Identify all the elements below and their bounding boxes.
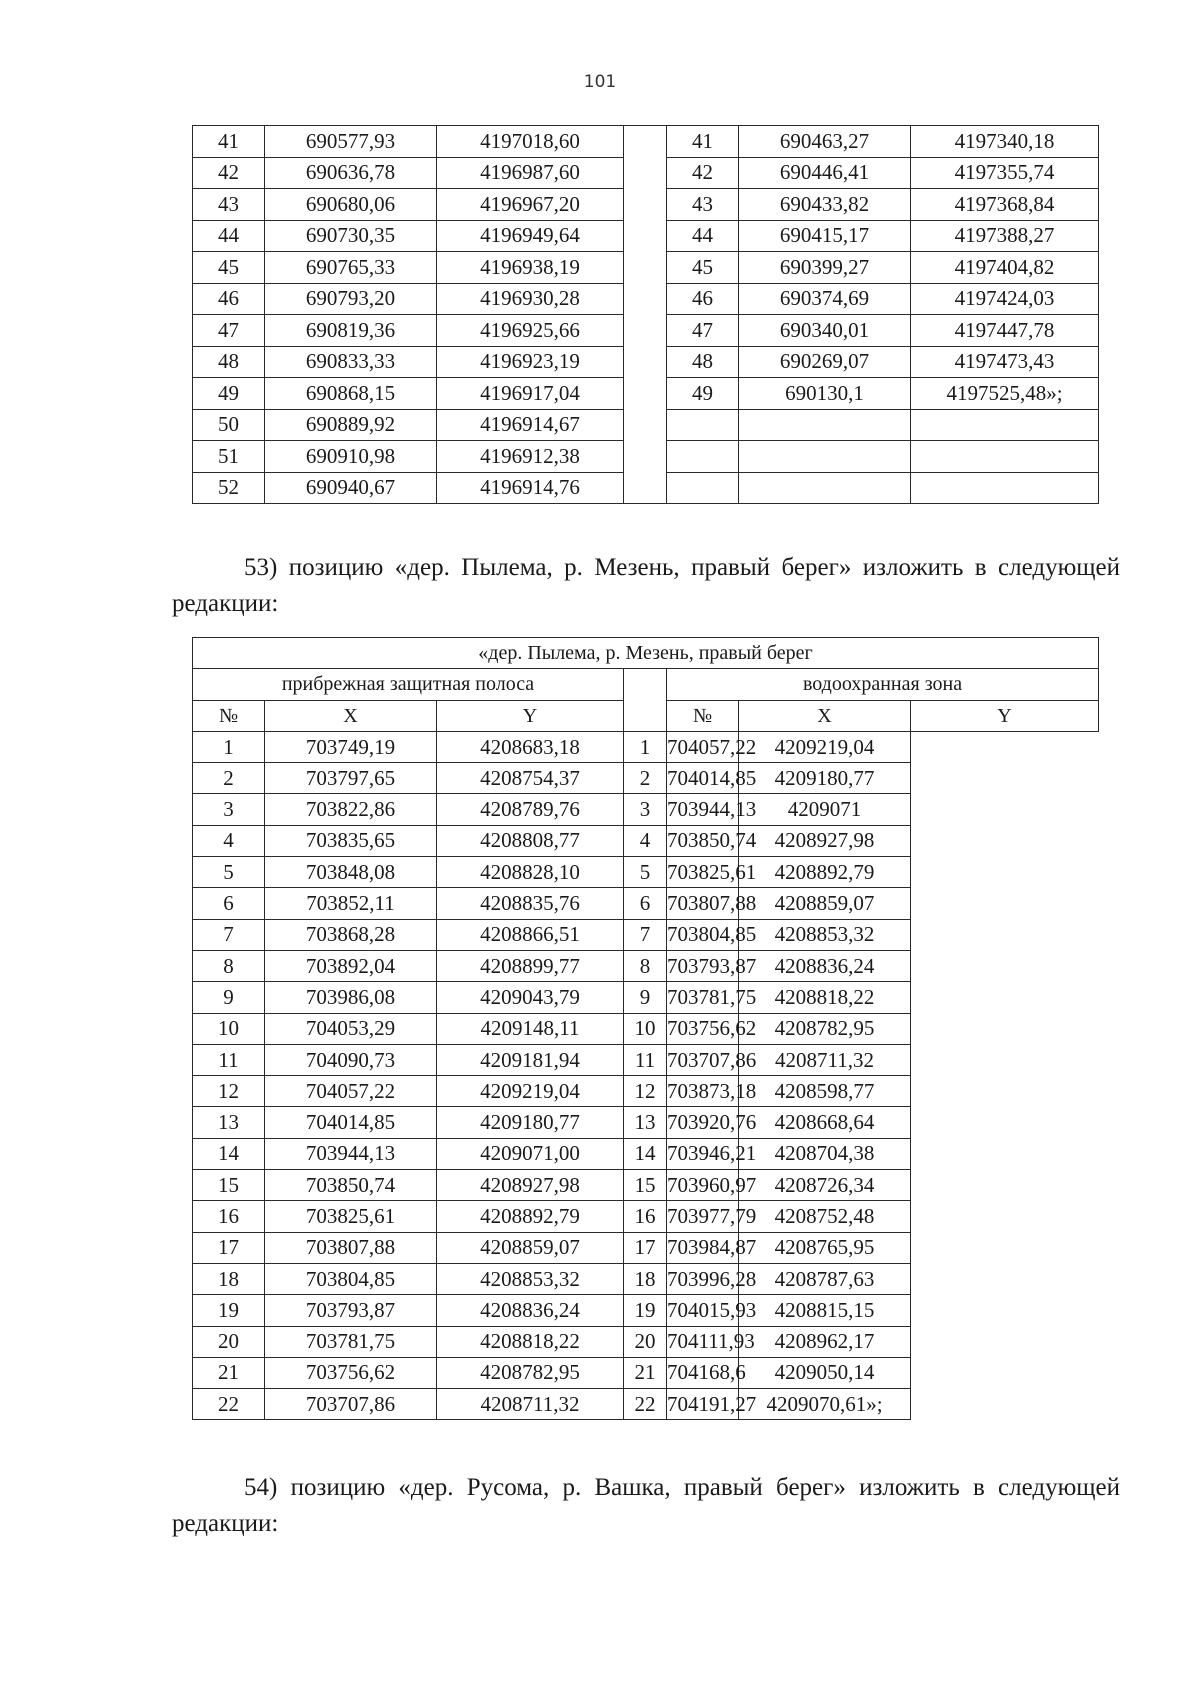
point-number: 14	[193, 1138, 265, 1169]
y-coordinate: 4196912,38	[437, 441, 624, 473]
x-coordinate: 703825,61	[667, 857, 739, 888]
y-coordinate: 4208892,79	[437, 1201, 624, 1232]
point-number: 42	[667, 157, 739, 189]
x-coordinate: 690577,93	[265, 126, 437, 158]
x-coordinate: 703781,75	[667, 982, 739, 1013]
column-gap	[624, 378, 667, 410]
x-coordinate: 703986,08	[265, 982, 437, 1013]
point-number: 18	[624, 1263, 667, 1294]
y-coordinate: 4208836,24	[739, 950, 911, 981]
point-number: 41	[193, 126, 265, 158]
point-number: 15	[193, 1170, 265, 1201]
table-row	[193, 1013, 1099, 1044]
table-row	[193, 441, 1099, 473]
x-coordinate: 703920,76	[667, 1107, 739, 1138]
y-coordinate: 4196930,28	[437, 283, 624, 315]
point-number: 16	[624, 1201, 667, 1232]
point-number: 4	[193, 825, 265, 856]
y-coordinate: 4208726,34	[739, 1170, 911, 1201]
y-coordinate: 4208789,76	[437, 794, 624, 825]
y-coordinate: 4209219,04	[437, 1076, 624, 1107]
table-caption-row	[193, 638, 1099, 669]
y-coordinate: 4208782,95	[739, 1013, 911, 1044]
table-row	[193, 1389, 1099, 1420]
point-number: 19	[193, 1295, 265, 1326]
table-row	[193, 126, 1099, 158]
point-number: 10	[193, 1013, 265, 1044]
point-number: 22	[624, 1389, 667, 1420]
point-number: 49	[193, 378, 265, 410]
y-coordinate: 4208853,32	[739, 919, 911, 950]
x-coordinate: 703793,87	[667, 950, 739, 981]
table-row	[193, 283, 1099, 315]
y-coordinate: 4208808,77	[437, 825, 624, 856]
y-coordinate: 4208853,32	[437, 1263, 624, 1294]
water-protection-zone-subtitle: водоохранная зона	[667, 669, 1099, 700]
x-coordinate: 703852,11	[265, 888, 437, 919]
point-number: 10	[624, 1013, 667, 1044]
x-coordinate: 703984,87	[667, 1232, 739, 1263]
point-number: 48	[667, 346, 739, 378]
y-coordinate: 4208818,22	[739, 982, 911, 1013]
page-number: 101	[583, 72, 617, 92]
table-row	[193, 346, 1099, 378]
y-coordinate: 4196914,76	[437, 472, 624, 504]
x-coordinate: 690868,15	[265, 378, 437, 410]
y-coordinate: 4209180,77	[739, 763, 911, 794]
x-coordinate: 703793,87	[265, 1295, 437, 1326]
x-coordinate: 690730,35	[265, 220, 437, 252]
x-coordinate: 690819,36	[265, 315, 437, 347]
column-gap	[624, 669, 667, 732]
y-coordinate: 4197368,84	[911, 189, 1099, 221]
y-coordinate: 4196967,20	[437, 189, 624, 221]
point-number: 45	[193, 252, 265, 284]
column-gap	[624, 126, 667, 158]
point-number	[667, 441, 739, 473]
point-number: 17	[624, 1232, 667, 1263]
column-gap	[624, 472, 667, 504]
y-coordinate: 4196923,19	[437, 346, 624, 378]
x-coordinate: 690833,33	[265, 346, 437, 378]
y-coordinate: 4208598,77	[739, 1076, 911, 1107]
point-number: 4	[624, 825, 667, 856]
point-number: 46	[667, 283, 739, 315]
column-gap	[624, 346, 667, 378]
point-number: 44	[193, 220, 265, 252]
y-coordinate: 4197473,43	[911, 346, 1099, 378]
point-number: 5	[193, 857, 265, 888]
y-coordinate: 4208927,98	[437, 1170, 624, 1201]
x-coordinate: 703707,86	[667, 1044, 739, 1075]
y-coordinate: 4208836,24	[437, 1295, 624, 1326]
x-coordinate: 703756,62	[667, 1013, 739, 1044]
y-coordinate: 4197018,60	[437, 126, 624, 158]
y-coordinate: 4209043,79	[437, 982, 624, 1013]
y-coordinate: 4208765,95	[739, 1232, 911, 1263]
table-row	[193, 950, 1099, 981]
table-row	[193, 794, 1099, 825]
point-number: 15	[624, 1170, 667, 1201]
x-coordinate: 703749,19	[265, 731, 437, 762]
x-coordinate: 704057,22	[265, 1076, 437, 1107]
x-coordinate: 703807,88	[265, 1232, 437, 1263]
x-coordinate	[739, 409, 911, 441]
point-number: 41	[667, 126, 739, 158]
table-row	[193, 472, 1099, 504]
point-number: 48	[193, 346, 265, 378]
point-number: 6	[193, 888, 265, 919]
table-row	[193, 315, 1099, 347]
column-gap	[624, 252, 667, 284]
table-row	[193, 919, 1099, 950]
x-coordinate: 703977,79	[667, 1201, 739, 1232]
column-gap	[624, 220, 667, 252]
point-number: 7	[624, 919, 667, 950]
y-coordinate: 4197447,78	[911, 315, 1099, 347]
point-number: 47	[667, 315, 739, 347]
y-coordinate: 4208754,37	[437, 763, 624, 794]
y-coordinate: 4208892,79	[739, 857, 911, 888]
x-coordinate: 703946,21	[667, 1138, 739, 1169]
y-coordinate: 4209071,00	[437, 1138, 624, 1169]
x-coordinate: 703944,13	[265, 1138, 437, 1169]
y-coordinate: 4196938,19	[437, 252, 624, 284]
x-coordinate: 703848,08	[265, 857, 437, 888]
y-coordinate: 4209050,14	[739, 1357, 911, 1388]
header-y: Y	[437, 700, 624, 731]
point-number: 3	[193, 794, 265, 825]
point-number: 50	[193, 409, 265, 441]
y-coordinate: 4196987,60	[437, 157, 624, 189]
y-coordinate: 4208899,77	[437, 950, 624, 981]
x-coordinate: 703807,88	[667, 888, 739, 919]
table-row	[193, 189, 1099, 221]
y-coordinate: 4208828,10	[437, 857, 624, 888]
point-number: 13	[624, 1107, 667, 1138]
table-row	[193, 857, 1099, 888]
x-coordinate: 690340,01	[739, 315, 911, 347]
point-number: 17	[193, 1232, 265, 1263]
x-coordinate: 703804,85	[265, 1263, 437, 1294]
point-number: 12	[193, 1076, 265, 1107]
x-coordinate: 703892,04	[265, 950, 437, 981]
x-coordinate	[739, 441, 911, 473]
y-coordinate: 4197388,27	[911, 220, 1099, 252]
x-coordinate: 704090,73	[265, 1044, 437, 1075]
point-number: 43	[193, 189, 265, 221]
point-number: 42	[193, 157, 265, 189]
x-coordinate: 703996,28	[667, 1263, 739, 1294]
table-row	[193, 731, 1099, 762]
y-coordinate: 4197404,82	[911, 252, 1099, 284]
y-coordinate: 4208866,51	[437, 919, 624, 950]
point-number: 22	[193, 1389, 265, 1420]
point-number: 44	[667, 220, 739, 252]
table-subtitle-row	[193, 669, 1099, 700]
y-coordinate: 4208711,32	[739, 1044, 911, 1075]
y-coordinate: 4208835,76	[437, 888, 624, 919]
x-coordinate: 703804,85	[667, 919, 739, 950]
x-coordinate: 690793,20	[265, 283, 437, 315]
y-coordinate: 4208704,38	[739, 1138, 911, 1169]
point-number	[667, 472, 739, 504]
point-number: 11	[624, 1044, 667, 1075]
x-coordinate: 690446,41	[739, 157, 911, 189]
y-coordinate: 4208683,18	[437, 731, 624, 762]
x-coordinate: 703850,74	[667, 825, 739, 856]
x-coordinate: 704191,27	[667, 1389, 739, 1420]
table-row	[193, 1201, 1099, 1232]
table-row	[193, 1076, 1099, 1107]
table-row	[193, 888, 1099, 919]
table-row	[193, 157, 1099, 189]
point-number: 1	[193, 731, 265, 762]
table-row	[193, 1044, 1099, 1075]
x-coordinate: 703850,74	[265, 1170, 437, 1201]
y-coordinate	[911, 472, 1099, 504]
table-row	[193, 1357, 1099, 1388]
point-number: 19	[624, 1295, 667, 1326]
point-number: 18	[193, 1263, 265, 1294]
table-caption: «дер. Пылема, р. Мезень, правый берег	[193, 638, 1099, 669]
point-number: 20	[624, 1326, 667, 1357]
y-coordinate: 4196925,66	[437, 315, 624, 347]
x-coordinate: 704014,85	[265, 1107, 437, 1138]
point-number: 5	[624, 857, 667, 888]
x-coordinate: 703944,13	[667, 794, 739, 825]
header-number: №	[193, 700, 265, 731]
y-coordinate	[911, 441, 1099, 473]
x-coordinate: 690636,78	[265, 157, 437, 189]
point-number: 8	[193, 950, 265, 981]
paragraph-54: 54) позицию «дер. Русома, р. Вашка, правый берег» изложить в следующей редакции:	[172, 1474, 1120, 1537]
point-number: 21	[193, 1357, 265, 1388]
x-coordinate: 690680,06	[265, 189, 437, 221]
point-number: 13	[193, 1107, 265, 1138]
point-number: 14	[624, 1138, 667, 1169]
x-coordinate: 703707,86	[265, 1389, 437, 1420]
point-number: 8	[624, 950, 667, 981]
x-coordinate: 704015,93	[667, 1295, 739, 1326]
table-row	[193, 825, 1099, 856]
column-gap	[624, 315, 667, 347]
table-row	[193, 1263, 1099, 1294]
x-coordinate: 690889,92	[265, 409, 437, 441]
x-coordinate: 690399,27	[739, 252, 911, 284]
y-coordinate	[911, 409, 1099, 441]
table-row	[193, 1138, 1099, 1169]
column-gap	[624, 157, 667, 189]
y-coordinate: 4208815,15	[739, 1295, 911, 1326]
x-coordinate: 690130,1	[739, 378, 911, 410]
y-coordinate: 4208711,32	[437, 1389, 624, 1420]
table-row	[193, 763, 1099, 794]
header-y: Y	[911, 700, 1099, 731]
point-number: 43	[667, 189, 739, 221]
column-gap	[624, 189, 667, 221]
y-coordinate: 4209219,04	[739, 731, 911, 762]
point-number: 51	[193, 441, 265, 473]
y-coordinate: 4208962,17	[739, 1326, 911, 1357]
y-coordinate: 4208859,07	[739, 888, 911, 919]
x-coordinate: 703822,86	[265, 794, 437, 825]
table-row	[193, 220, 1099, 252]
table-row	[193, 1232, 1099, 1263]
table-row	[193, 409, 1099, 441]
x-coordinate: 690269,07	[739, 346, 911, 378]
table-row	[193, 1170, 1099, 1201]
table-row	[193, 1107, 1099, 1138]
column-gap	[624, 409, 667, 441]
point-number: 7	[193, 919, 265, 950]
y-coordinate: 4196949,64	[437, 220, 624, 252]
point-number: 47	[193, 315, 265, 347]
x-coordinate: 703797,65	[265, 763, 437, 794]
y-coordinate: 4197525,48»;	[911, 378, 1099, 410]
y-coordinate: 4208927,98	[739, 825, 911, 856]
x-coordinate: 703825,61	[265, 1201, 437, 1232]
y-coordinate: 4209071	[739, 794, 911, 825]
point-number: 12	[624, 1076, 667, 1107]
x-coordinate: 690374,69	[739, 283, 911, 315]
y-coordinate: 4208859,07	[437, 1232, 624, 1263]
pylema-coordinates-table-body	[193, 731, 1099, 1420]
column-gap	[624, 441, 667, 473]
point-number: 9	[624, 982, 667, 1013]
x-coordinate: 704168,6	[667, 1357, 739, 1388]
point-number: 49	[667, 378, 739, 410]
y-coordinate: 4208818,22	[437, 1326, 624, 1357]
coordinates-table-continued-body	[193, 126, 1099, 504]
column-gap	[624, 283, 667, 315]
paragraph-53: 53) позицию «дер. Пылема, р. Мезень, правый берег» изложить в следующей редакции:	[172, 554, 1120, 617]
point-number: 45	[667, 252, 739, 284]
point-number: 3	[624, 794, 667, 825]
y-coordinate: 4209180,77	[437, 1107, 624, 1138]
table-row	[193, 982, 1099, 1013]
point-number: 2	[193, 763, 265, 794]
y-coordinate: 4209181,94	[437, 1044, 624, 1075]
x-coordinate: 690940,67	[265, 472, 437, 504]
x-coordinate: 703835,65	[265, 825, 437, 856]
x-coordinate: 690910,98	[265, 441, 437, 473]
y-coordinate: 4208752,48	[739, 1201, 911, 1232]
coastal-strip-subtitle: прибрежная защитная полоса	[193, 669, 624, 700]
point-number	[667, 409, 739, 441]
y-coordinate: 4208668,64	[739, 1107, 911, 1138]
y-coordinate: 4209070,61»;	[739, 1389, 911, 1420]
point-number: 2	[624, 763, 667, 794]
point-number: 52	[193, 472, 265, 504]
y-coordinate: 4197340,18	[911, 126, 1099, 158]
x-coordinate: 704014,85	[667, 763, 739, 794]
x-coordinate: 690463,27	[739, 126, 911, 158]
x-coordinate: 690415,17	[739, 220, 911, 252]
x-coordinate: 703960,97	[667, 1170, 739, 1201]
y-coordinate: 4196917,04	[437, 378, 624, 410]
y-coordinate: 4197355,74	[911, 157, 1099, 189]
x-coordinate: 704057,22	[667, 731, 739, 762]
table-row	[193, 378, 1099, 410]
point-number: 20	[193, 1326, 265, 1357]
point-number: 6	[624, 888, 667, 919]
point-number: 16	[193, 1201, 265, 1232]
point-number: 9	[193, 982, 265, 1013]
x-coordinate: 703868,28	[265, 919, 437, 950]
x-coordinate: 704111,93	[667, 1326, 739, 1357]
y-coordinate: 4208782,95	[437, 1357, 624, 1388]
table-row	[193, 1295, 1099, 1326]
x-coordinate: 704053,29	[265, 1013, 437, 1044]
table-row	[193, 252, 1099, 284]
table-row	[193, 1326, 1099, 1357]
x-coordinate: 703781,75	[265, 1326, 437, 1357]
header-number: №	[667, 700, 739, 731]
point-number: 21	[624, 1357, 667, 1388]
y-coordinate: 4196914,67	[437, 409, 624, 441]
x-coordinate: 703873,18	[667, 1076, 739, 1107]
point-number: 1	[624, 731, 667, 762]
point-number: 46	[193, 283, 265, 315]
pylema-coordinates-table	[192, 637, 1099, 1420]
y-coordinate: 4209148,11	[437, 1013, 624, 1044]
header-x: X	[739, 700, 911, 731]
point-number: 11	[193, 1044, 265, 1075]
x-coordinate: 690433,82	[739, 189, 911, 221]
y-coordinate: 4197424,03	[911, 283, 1099, 315]
y-coordinate: 4208787,63	[739, 1263, 911, 1294]
header-x: X	[265, 700, 437, 731]
coordinates-table-continued	[192, 125, 1099, 504]
x-coordinate	[739, 472, 911, 504]
x-coordinate: 703756,62	[265, 1357, 437, 1388]
x-coordinate: 690765,33	[265, 252, 437, 284]
